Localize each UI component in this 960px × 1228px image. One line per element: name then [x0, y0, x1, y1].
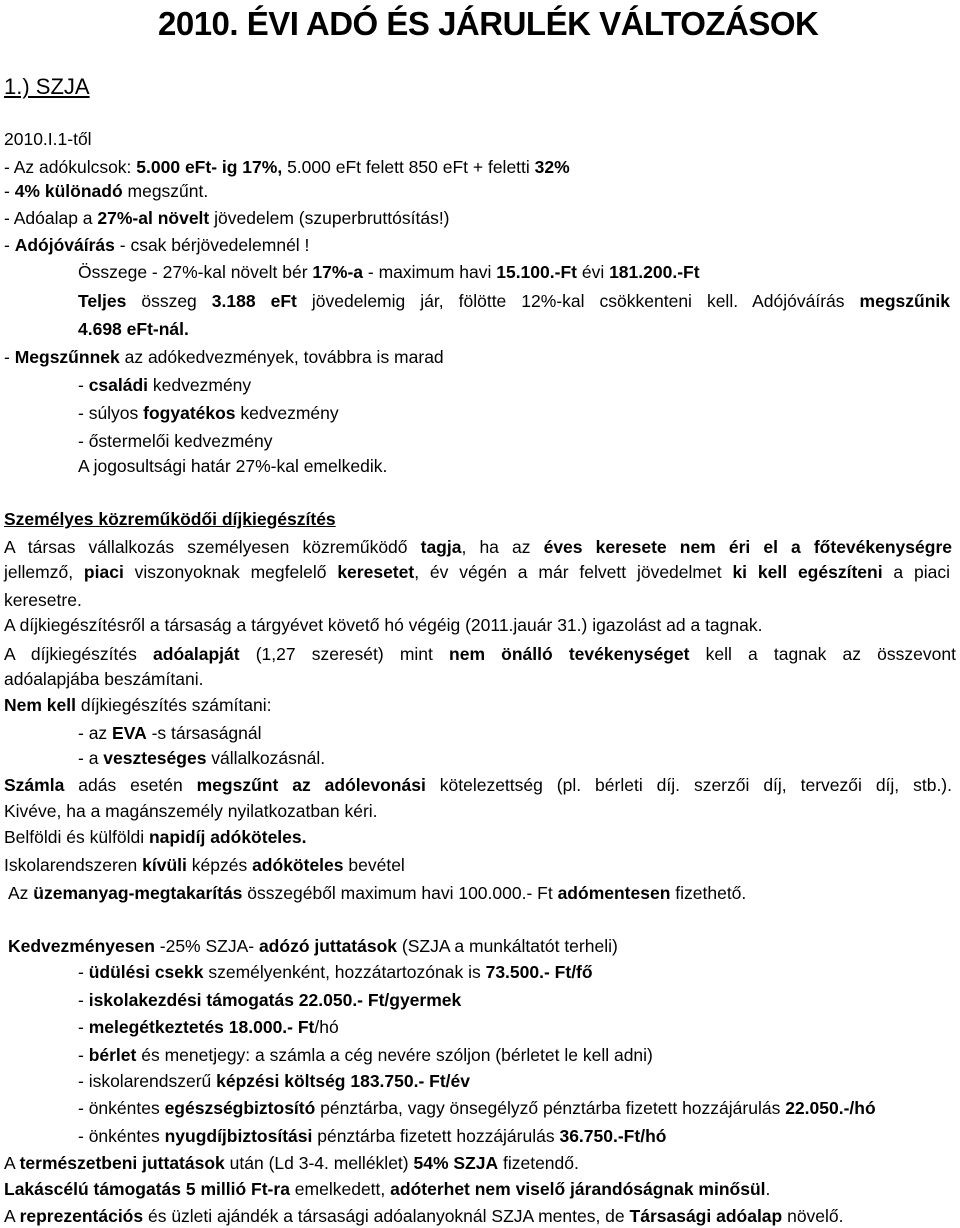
bold-text: üdülési csekk [88, 962, 204, 982]
text-run: jövedelem (szuperbruttósítás!) [209, 208, 450, 228]
text-run: A társas vállalkozás személyesen közreműködő [4, 537, 421, 557]
text-run: Iskolarendszeren [4, 855, 143, 875]
text-run: -25% SZJA- [154, 936, 259, 956]
text-run: - önkéntes [78, 1098, 165, 1118]
text-run: - [4, 235, 15, 255]
bold-text: Társasági adóalap [629, 1206, 783, 1226]
text-line [78, 722, 262, 744]
text-line [4, 234, 309, 256]
text-run: kedvezmény [148, 375, 252, 395]
text-run: - [78, 1045, 89, 1065]
bold-text: 181.200.-Ft [609, 262, 700, 282]
text-run: kötelezettség (pl. bérleti díj. szerzői díj, tervezői díj, stb.). [425, 775, 952, 795]
text-line [4, 536, 952, 558]
bold-text: 4.698 eFt-nál. [78, 319, 189, 339]
document-title: 2010. ÉVI ADÓ ÉS JÁRULÉK VÁLTOZÁSOK [158, 5, 819, 42]
text-run: emelkedett, [289, 1179, 391, 1199]
text-run: növelő. [782, 1206, 844, 1226]
section-heading: 1.) SZJA [4, 74, 90, 99]
text-run: pénztárba fizetett hozzájárulás [312, 1126, 560, 1146]
text-line [4, 180, 208, 202]
text-line [4, 800, 378, 822]
bold-text: 36.750.-Ft/hó [559, 1126, 667, 1146]
bold-text: EVA [112, 723, 147, 743]
text-line [78, 989, 461, 1011]
text-line [4, 774, 952, 796]
text-line [4, 346, 444, 368]
text-run: kedvezmény [235, 403, 339, 423]
text-line [4, 826, 307, 848]
text-run: - iskolarendszerű [78, 1071, 217, 1091]
bold-text: természetbeni juttatások [19, 1153, 225, 1173]
bold-text: piaci [83, 562, 124, 582]
bold-text: 4% különadó [14, 181, 123, 201]
text-run: fizetendő. [498, 1153, 579, 1173]
text-line [78, 1016, 339, 1038]
bold-text: adóköteles [252, 855, 344, 875]
bold-text: napidíj adóköteles. [148, 827, 307, 847]
text-line [4, 643, 956, 665]
bold-text: adómentesen [557, 883, 671, 903]
text-line [4, 561, 950, 583]
text-run: A díjkiegészítés [4, 644, 154, 664]
text-run: adóalapjába beszámítani. [4, 669, 204, 689]
text-run: - [78, 375, 89, 395]
text-run: - [78, 962, 89, 982]
bold-text: 73.500.- Ft/fő [485, 962, 593, 982]
text-run: adás esetén [64, 775, 197, 795]
text-run: , ha az [461, 537, 544, 557]
bold-text: adóalapját [153, 644, 240, 664]
text-run: évi [576, 262, 610, 282]
bold-text: kívüli [142, 855, 187, 875]
bold-text: Kedvezményesen [8, 936, 155, 956]
text-run: fizethető. [670, 883, 747, 903]
text-line [78, 1125, 666, 1147]
bold-text: adóterhet nem viselő járandóságnak minősül [390, 1179, 766, 1199]
text-line [78, 318, 189, 340]
text-line [4, 508, 336, 530]
bold-text: ki kell egészíteni [732, 562, 883, 582]
text-run: után (Ld 3-4. melléklet) [224, 1153, 414, 1173]
bold-text: nyugdíjbiztosítási [164, 1126, 313, 1146]
text-line [78, 455, 387, 477]
text-run: keresetre. [4, 590, 82, 610]
text-line [78, 961, 593, 983]
text-run: - az [78, 723, 113, 743]
text-run: Összege - 27%-kal növelt bér [78, 262, 313, 282]
bold-text: Megszűnnek [14, 347, 120, 367]
text-line [78, 1070, 470, 1092]
text-run: - önkéntes [78, 1126, 165, 1146]
bold-text: iskolakezdési támogatás 22.050.- Ft/gyermek [88, 990, 462, 1010]
bold-text: keresetet [337, 562, 415, 582]
text-run: jellemző, [4, 562, 84, 582]
text-line [78, 430, 273, 452]
text-line [4, 156, 570, 178]
text-line [78, 747, 325, 769]
text-run: - csak bérjövedelemnél ! [114, 235, 310, 255]
bold-text: 32% [534, 157, 570, 177]
text-line [4, 668, 203, 690]
bold-text: képzési költség 183.750.- Ft/év [216, 1071, 471, 1091]
bold-text: nem önálló tevékenységet [449, 644, 690, 664]
text-run: az adókedvezmények, továbbra is marad [119, 347, 444, 367]
text-run: - maximum havi [363, 262, 497, 282]
text-run: kell a tagnak az összevont [689, 644, 956, 664]
bold-text: Számla [4, 775, 65, 795]
bold-text: bérlet [88, 1045, 137, 1065]
text-run: , év végén a már felvett jövedelmet [414, 562, 733, 582]
text-run: összeg [126, 291, 212, 311]
bold-text: tagja [420, 537, 462, 557]
bold-text: 5.000 eFt- ig 17%, [136, 157, 283, 177]
text-run: a piaci [882, 562, 951, 582]
text-run: - [78, 990, 89, 1010]
bold-text: veszteséges [103, 748, 207, 768]
bold-text: 22.050.-/hó [785, 1098, 876, 1118]
bold-text: Lakáscélú támogatás 5 millió Ft-ra [4, 1179, 290, 1199]
bold-text: melegétkeztetés 18.000.- Ft [88, 1017, 315, 1037]
text-run: - súlyos [78, 403, 144, 423]
text-line [4, 694, 271, 716]
text-run: vállalkozásnál. [206, 748, 326, 768]
bold-text: egészségbiztosító [164, 1098, 316, 1118]
text-line [8, 882, 746, 904]
text-run: - [4, 347, 15, 367]
bold-text: reprezentációs [19, 1206, 144, 1226]
bold-text: fogyatékos [143, 403, 236, 423]
text-line [4, 1152, 579, 1174]
bold-text: 17%-a [312, 262, 364, 282]
bold-text: megszűnik [859, 291, 950, 311]
text-run: jövedelemig jár, fölötte 12%-kal csökkenteni kell. Adójóváírás [296, 291, 860, 311]
text-line [78, 1044, 653, 1066]
text-line [4, 854, 405, 876]
bold-text: 3.188 eFt [211, 291, 297, 311]
text-run: viszonyoknak megfelelő [123, 562, 338, 582]
bold-text: Teljes [78, 291, 127, 311]
text-run: A jogosultsági határ 27%-kal emelkedik. [78, 456, 388, 476]
text-line [8, 935, 618, 957]
text-run: és üzleti ajándék a társasági adóalanyoknál SZJA mentes, de [143, 1206, 630, 1226]
bold-text: üzemanyag-megtakarítás [33, 883, 243, 903]
text-run: bevétel [343, 855, 405, 875]
bold-text: Személyes közreműködői díjkiegészítés [4, 509, 336, 529]
bold-text: Adójóváírás [14, 235, 115, 255]
text-line [78, 374, 251, 396]
text-run: -s társaságnál [146, 723, 262, 743]
text-line [4, 207, 450, 229]
bold-text: 27%-al növelt [97, 208, 210, 228]
text-line [4, 1205, 844, 1227]
text-run: - [78, 1017, 89, 1037]
text-line [78, 290, 950, 312]
text-line [4, 614, 762, 636]
text-run: 2010.I.1-től [4, 129, 92, 149]
bold-text: éves keresete nem éri el a főtevékenységre [543, 537, 952, 557]
text-run: A díjkiegészítésről a társaság a tárgyévet követő hó végéig (2011.jauár 31.) igazolást ad a tagnak. [4, 615, 763, 635]
text-run: képzés [186, 855, 253, 875]
bold-text: Nem kell [4, 695, 76, 715]
text-run: pénztárba, vagy önsegélyző pénztárba fizetett hozzájárulás [315, 1098, 786, 1118]
text-run: díjkiegészítés számítani: [75, 695, 272, 715]
bold-text: adózó juttatások [258, 936, 398, 956]
text-run: és menetjegy: a számla a cég nevére szóljon (bérletet le kell adni) [136, 1045, 653, 1065]
text-run: megszűnt. [122, 181, 209, 201]
text-line [78, 261, 700, 283]
text-run: személyenként, hozzátartozónak is [203, 962, 486, 982]
text-run: - a [78, 748, 104, 768]
text-line [4, 1178, 770, 1200]
bold-text: 54% SZJA [413, 1153, 499, 1173]
text-run: (SZJA a munkáltatót terheli) [397, 936, 618, 956]
text-run: (1,27 szeresét) mint [239, 644, 450, 664]
text-run: Belföldi és külföldi [4, 827, 149, 847]
text-run: /hó [314, 1017, 339, 1037]
text-run: 5.000 eFt felett 850 eFt + feletti [282, 157, 535, 177]
text-run: - [4, 181, 15, 201]
text-run: összegéből maximum havi 100.000.- Ft [242, 883, 558, 903]
bold-text: megszűnt az adólevonási [196, 775, 426, 795]
text-line [78, 402, 339, 424]
text-run: A [4, 1206, 20, 1226]
text-run: . [765, 1179, 771, 1199]
text-run: Az [8, 883, 34, 903]
text-run: - Az adókulcsok: [4, 157, 137, 177]
text-run: Kivéve, ha a magánszemély nyilatkozatban kéri. [4, 801, 378, 821]
text-run: - Adóalap a [4, 208, 98, 228]
text-run: A [4, 1153, 20, 1173]
text-run: - őstermelői kedvezmény [78, 431, 273, 451]
text-line [4, 589, 82, 611]
text-line [78, 1097, 876, 1119]
bold-text: 15.100.-Ft [496, 262, 577, 282]
text-line [4, 128, 92, 150]
bold-text: családi [88, 375, 149, 395]
